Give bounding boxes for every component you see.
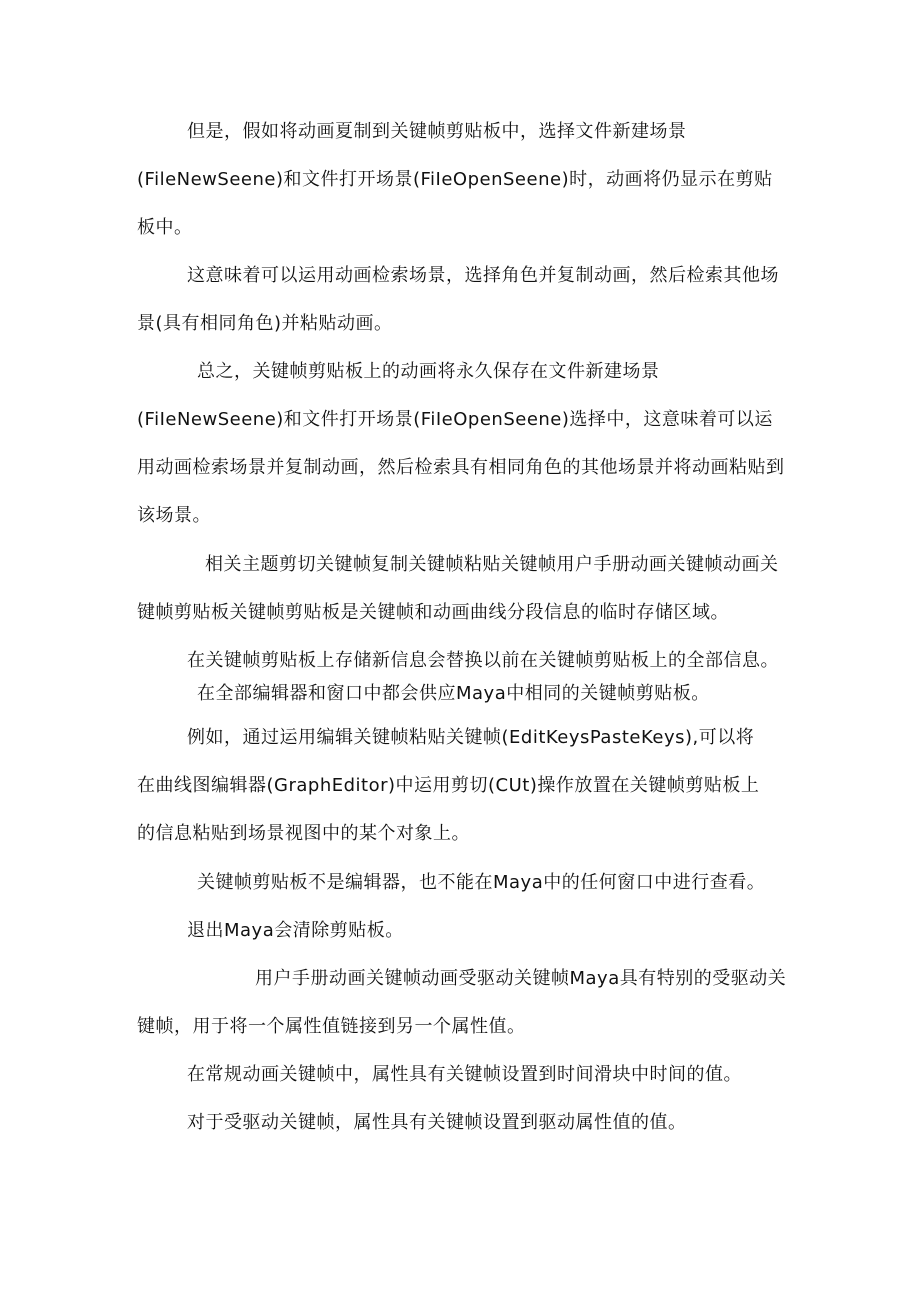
text-line: 总之，关键帧剪贴板上的动画将永久保存在文件新建场景	[197, 361, 660, 382]
text-line: 对于受驱动关键帧，属性具有关键帧设置到驱动属性值的值。	[187, 1112, 687, 1133]
text-line: 退出Maya会清除剪贴板。	[187, 920, 404, 941]
text-line: 关键帧剪贴板不是编辑器，也不能在Maya中的任何窗口中进行查看。	[197, 872, 766, 893]
text-line: 键帧，用于将一个属性值链接到另一个属性值。	[137, 1016, 526, 1037]
text-line: (FiIeNewSeene)和文件打开场景(FiIeOpenSeene)选择中，这意味着可以运	[137, 409, 773, 430]
text-line: 相关主题剪切关键帧复制关键帧粘贴关键帧用户手册动画关键帧动画关	[205, 554, 779, 575]
text-line: 在全部编辑器和窗口中都会供应Maya中相同的关键帧剪贴板。	[197, 683, 710, 704]
text-line: 景(具有相同角色)并粘贴动画。	[137, 313, 393, 334]
text-line: 用动画检索场景并复制动画，然后检索具有相同角色的其他场景并将动画粘贴到	[137, 457, 785, 478]
text-line: 在曲线图编辑器(GraphEditor)中运用剪切(CUt)操作放置在关键帧剪贴板上	[137, 775, 760, 796]
text-line: 在常规动画关键帧中，属性具有关键帧设置到时间滑块中时间的值。	[187, 1064, 742, 1085]
text-line: 这意味着可以运用动画检索场景，选择角色并复制动画，然后检索其他场	[187, 265, 779, 286]
text-line: 在关键帧剪贴板上存储新信息会替换以前在关键帧剪贴板上的全部信息。	[187, 650, 779, 671]
text-line: 例如，通过运用编辑关键帧粘贴关键帧(EditKeysPasteKeys),可以将	[187, 727, 755, 748]
text-line: 板中。	[137, 217, 193, 238]
text-line: 的信息粘贴到场景视图中的某个对象上。	[137, 823, 470, 844]
text-line: 键帧剪贴板关键帧剪贴板是关键帧和动画曲线分段信息的临时存储区域。	[137, 602, 729, 623]
text-line: 该场景。	[137, 505, 211, 526]
text-line: (FileNewSeene)和文件打开场景(FiIeOpenSeene)时，动画将仍显示在剪贴	[137, 169, 773, 190]
text-line: 但是，假如将动画夏制到关键帧剪贴板中，选择文件新建场景	[187, 121, 687, 142]
text-line: 用户手册动画关键帧动画受驱动关键帧Maya具有特别的受驱动关	[255, 968, 787, 989]
